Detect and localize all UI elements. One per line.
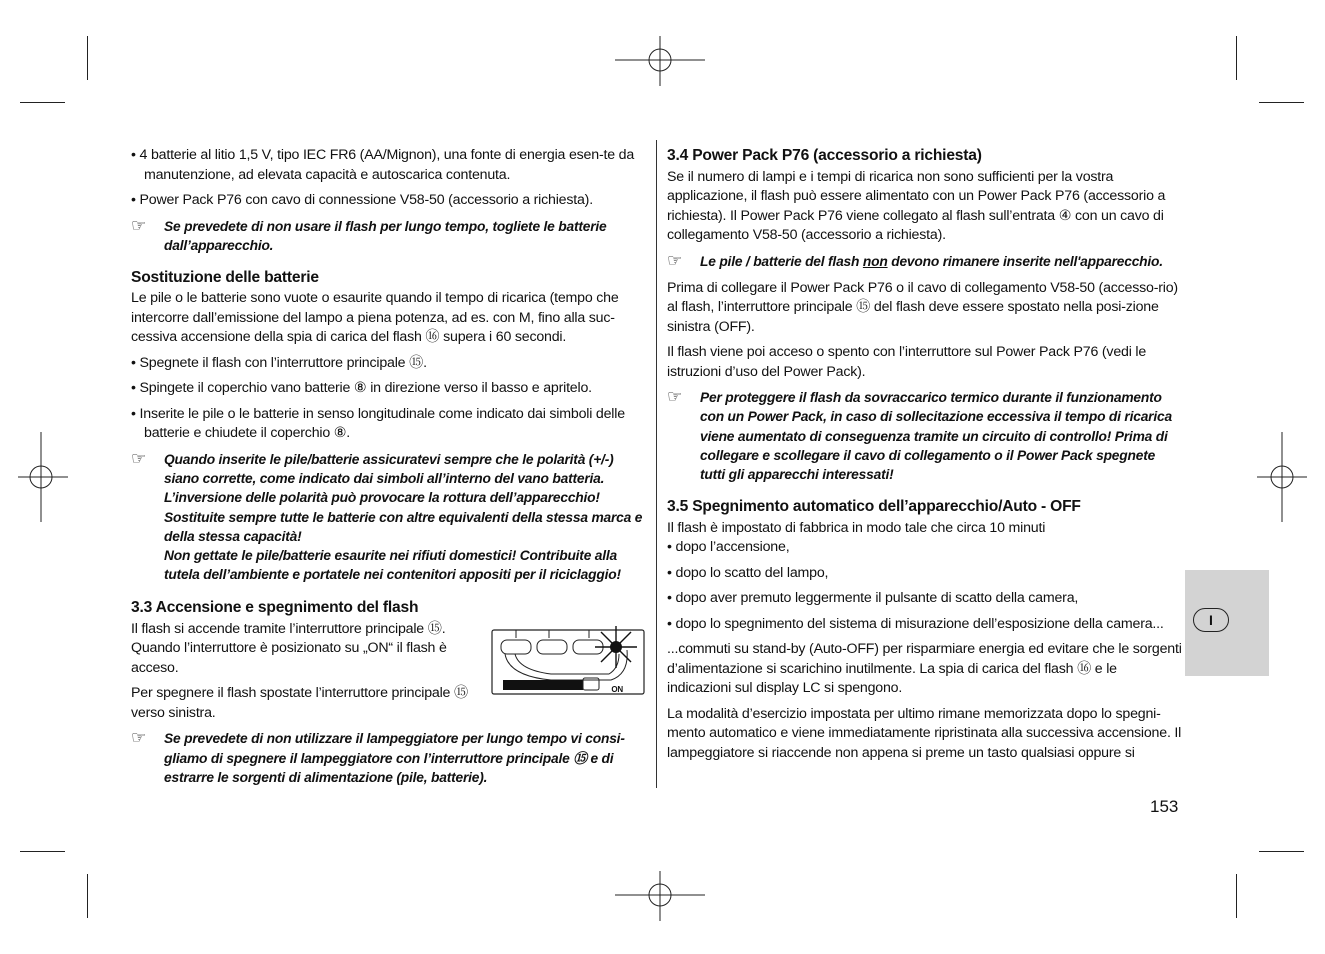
note-text: devono rimanere inserite nell'apparecchio. (887, 253, 1163, 269)
crop-mark (87, 874, 88, 918)
paragraph: Il flash si accende tramite l’interruttore principale ⑮. Quando l’interruttore è posizionato su „ON“ il flash è acceso. (131, 620, 447, 676)
pointing-hand-icon: ☞ (667, 250, 683, 270)
note-text: Non gettate le pile/batterie esaurite nei rifiuti domestici! Contribuite alla tutela dell’ambiente e portatele nei contenitori appositi per il riciclaggio! (164, 547, 621, 583)
paragraph: Il flash è impostato di fabbrica in modo tale che circa 10 minuti (667, 519, 1046, 536)
list-item: • dopo aver premuto leggermente il pulsante di scatto della camera, (667, 590, 1079, 607)
language-tab (1185, 570, 1269, 676)
left-column (131, 146, 645, 792)
section-heading: 3.4 Power Pack P76 (accessorio a richiesta) (667, 147, 982, 164)
note (131, 217, 645, 255)
list-item: • Power Pack P76 con cavo di connessione V58-50 (accessorio a richiesta). (131, 192, 593, 208)
column-divider (656, 140, 657, 788)
section-heading: 3.5 Spegnimento automatico dell’apparecchio/Auto - OFF (667, 498, 1081, 516)
registration-mark-bottom (615, 871, 705, 921)
section-heading: Sostituzione delle batterie (131, 268, 319, 286)
paragraph: ...commuti su stand-by (Auto-OFF) per risparmiare energia ed evitare che le sorgenti d’alimentazione si scarichino inutilmente. La spia di carica del flash ⑯ e le indicazioni sul display LC si spengono. (667, 641, 1182, 697)
list-item: • 4 batterie al litio 1,5 V, tipo IEC FR6 (AA/Mignon), una fonte di energia esen-te da manutenzione, ad elevata capacità e autoscarica contenuta. (131, 147, 635, 183)
pointing-hand-icon: ☞ (131, 448, 147, 468)
language-tab-label: I (1193, 608, 1229, 632)
switch-section (131, 620, 645, 724)
note (667, 252, 1182, 271)
crop-mark (1236, 874, 1237, 918)
note (131, 450, 645, 584)
crop-mark (20, 851, 65, 852)
paragraph: Se il numero di lampi e i tempi di ricarica non sono sufficienti per la vostra applicazione, il flash può essere alimentato con un Power Pack P76 (accessorio a richiesta). Il Power Pack P76 viene collegato al flash sull’entrata ④ con un cavo di collegamento V58-50 (accessorio a richiesta). (667, 168, 1166, 243)
right-column (667, 146, 1182, 769)
paragraph: La modalità d’esercizio impostata per ultimo rimane memorizzata dopo lo spegni-mento automatico e viene immediatamente ripristinata alla successiva accensione. Il lampeggiatore si riaccende non appena si preme un tasto qualsiasi oppure si (667, 705, 1182, 761)
crop-mark (1236, 36, 1237, 80)
list-item: • dopo lo scatto del lampo, (667, 564, 829, 581)
registration-mark-top (615, 36, 705, 86)
note-text: Quando inserite le pile/batterie assicuratevi sempre che le polarità (+/-) siano corrette, come indicato dai simboli all’interno del vano batteria. L’inversione delle polarità può provocare la rottura dell’apparecchio! Sostituite sempre tutte le batterie con altre equivalenti della stessa marca e della stessa capacità! (164, 451, 643, 544)
switch-on-label: ON (611, 684, 623, 694)
list-item: • Inserite le pile o le batterie in senso longitudinale come indicato dai simboli delle batterie e chiudete il coperchio ⑧. (131, 405, 625, 442)
crop-mark (1259, 102, 1304, 103)
pointing-hand-icon: ☞ (131, 215, 147, 235)
paragraph: Le pile o le batterie sono vuote o esaurite quando il tempo di ricarica (tempo che intercorre dall’emissione del lampo a piena potenza, ad es. con M, fino alla suc-cessiva accensione della spia di carica del flash ⑯ supera i 60 secondi. (131, 290, 619, 346)
crop-mark (1259, 851, 1304, 852)
list-item: • Spegnete il flash con l’interruttore principale ⑮. (131, 354, 427, 371)
note-text: Se prevedete di non utilizzare il lampeggiatore per lungo tempo vi consi-gliamo di spegnere il lampeggiatore con l’interruttore principale ⑮ e di estrarre le sorgenti di alimentazione (pile, batterie). (164, 731, 625, 785)
paragraph: Il flash viene poi acceso o spento con l’interruttore sul Power Pack P76 (vedi le istruzioni d’uso del Power Pack). (667, 344, 1147, 380)
crop-mark (87, 36, 88, 80)
registration-mark-left (18, 432, 68, 522)
paragraph: Per spegnere il flash spostate l’interruttore principale ⑮ verso sinistra. (131, 685, 468, 721)
note (667, 388, 1182, 484)
page-number: 153 (1150, 797, 1179, 816)
note-emphasis: non (862, 253, 888, 269)
note (131, 729, 645, 787)
list-item: • dopo lo spegnimento del sistema di misurazione dell’esposizione della camera... (667, 615, 1164, 632)
note-text: Le pile / batterie del flash (700, 253, 863, 269)
section-heading: 3.3 Accensione e spegnimento del flash (131, 599, 419, 617)
crop-mark (20, 102, 65, 103)
paragraph: Prima di collegare il Power Pack P76 o il cavo di collegamento V58-50 (accesso-rio) al flash, l’interruttore principale ⑮ del flash deve essere spostato nella posi-zione sinistra (OFF). (667, 279, 1178, 335)
list-item: • dopo l’accensione, (667, 539, 790, 556)
pointing-hand-icon: ☞ (131, 728, 147, 748)
pointing-hand-icon: ☞ (667, 387, 683, 407)
note-text: Se prevedete di non usare il flash per lungo tempo, togliete le batterie dall’apparecchio. (164, 218, 607, 253)
list-item: • Spingete il coperchio vano batterie ⑧ in direzione verso il basso e apritelo. (131, 380, 592, 397)
registration-mark-right (1257, 432, 1307, 522)
note-text: Per proteggere il flash da sovraccarico termico durante il funzionamento con un Power Pack, in caso di sollecitazione eccessiva il tempo di ricarica viene aumentato di conseguenza tramite un circuito di controllo! Prima di collegare e scollegare il cavo di collegamento o il Power Pack spegnete tutti gli apparecchi interessati! (700, 390, 1172, 483)
